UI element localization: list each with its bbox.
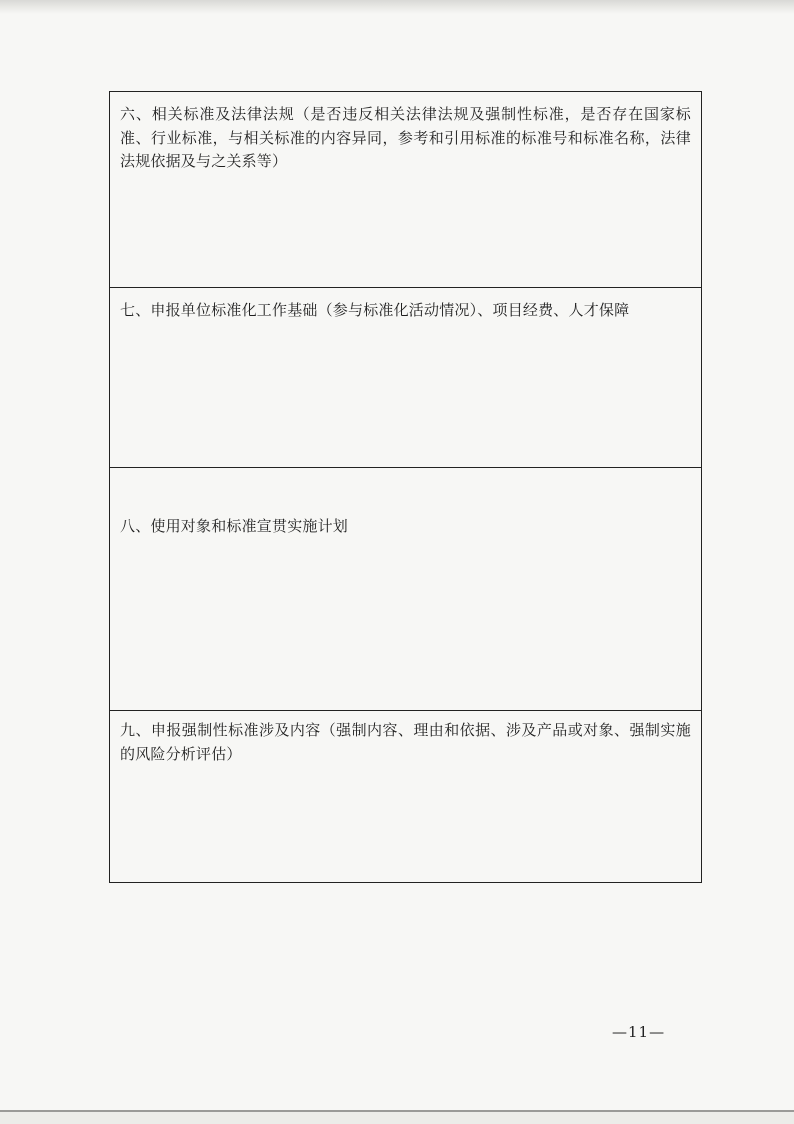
section-heading: 八、使用对象和标准宣贯实施计划 bbox=[120, 517, 349, 535]
section-heading: 六、相关标准及法律法规（是否违反相关法律法规及强制性标准，是否存在国家标准、行业标准，与相关标准的内容异同，参考和引用标准的标准号和标准名称，法律法规依据及与之关系等） bbox=[120, 105, 691, 170]
section-heading: 九、申报强制性标准涉及内容（强制内容、理由和依据、涉及产品或对象、强制实施的风险分析评估） bbox=[120, 721, 691, 763]
page-number: —11— bbox=[612, 1023, 666, 1041]
scan-edge-top bbox=[0, 0, 794, 14]
section-heading: 七、申报单位标准化工作基础（参与标准化活动情况）、项目经费、人才保障 bbox=[120, 301, 630, 319]
form-section-mandatory-content[interactable] bbox=[110, 711, 701, 884]
form-section-applicant-foundation[interactable] bbox=[110, 288, 701, 468]
form-section-implementation-plan[interactable] bbox=[110, 468, 701, 711]
form-section-related-standards-laws[interactable] bbox=[110, 92, 701, 288]
application-form-table bbox=[109, 91, 702, 883]
